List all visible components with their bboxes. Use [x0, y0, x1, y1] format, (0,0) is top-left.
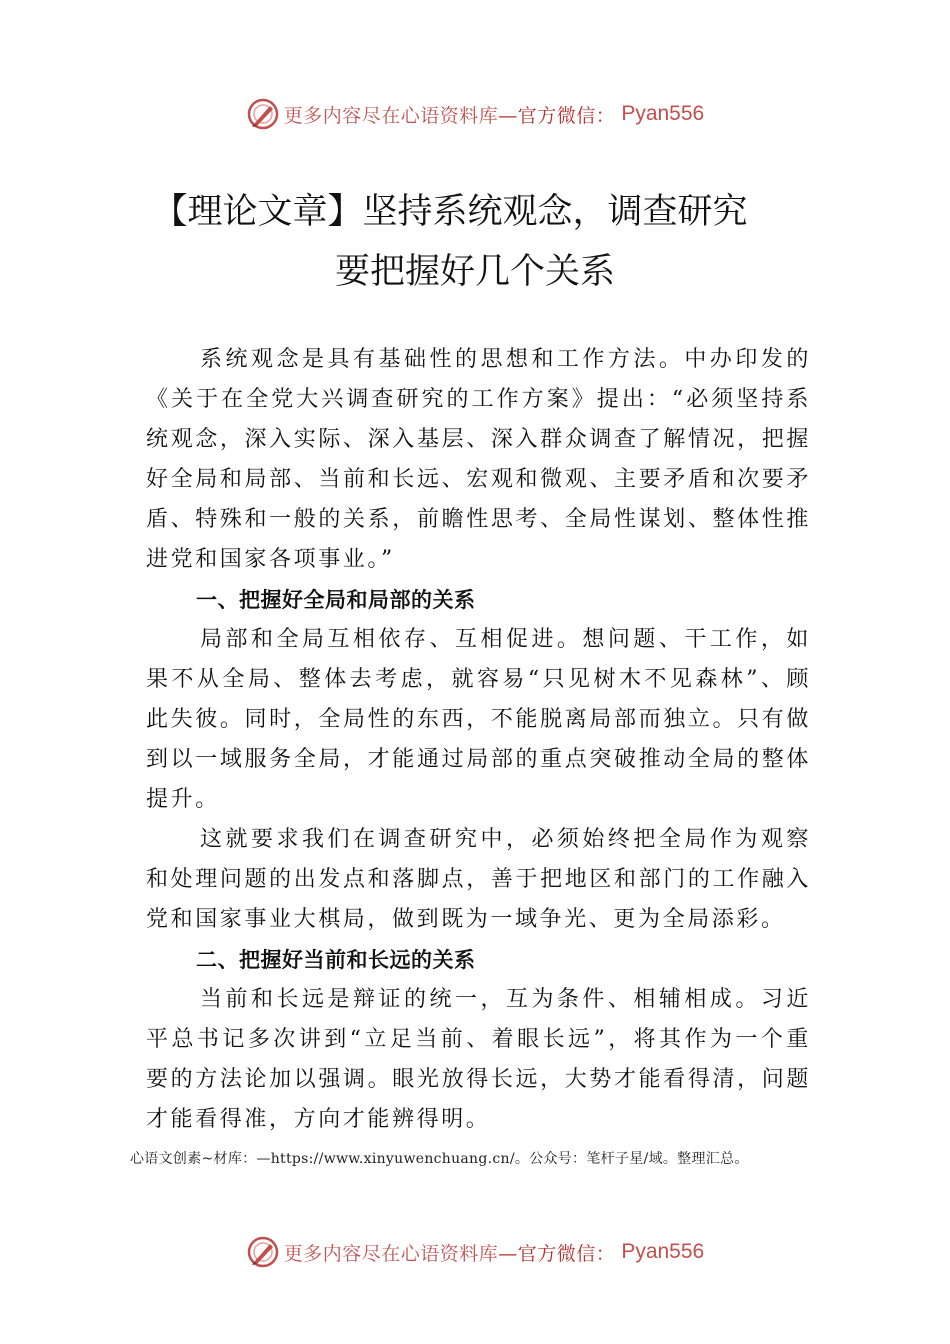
footer-banner: [0, 1232, 950, 1272]
banner-sub-text: —官方微信：: [498, 1242, 616, 1265]
title-line-1: 【理论文章】坚持系统观念，调查研究: [152, 192, 748, 232]
pen-logo-icon: [246, 97, 280, 131]
banner-main-text: 更多内容尽在心语资料库: [283, 1242, 499, 1265]
banner-wechat-id: Pyan556: [621, 102, 705, 125]
page-title: [0, 182, 950, 302]
source-footnote: 心语文创素~材库：—https://www.xinyuwenchuang.cn/。公众号：笔杆子星/域。整理汇总。: [130, 1151, 749, 1167]
section-2-paragraph-1: 当前和长远是辩证的统一，互为条件、相辅相成。习近平总书记多次讲到“立足当前、着眼长远”，将其作为一个重要的方法论加以强调。眼光放得长远，大势才能看得清，问题才能看得准，方向才能辨得明。: [146, 987, 811, 1132]
section-1-heading: 一、把握好全局和局部的关系: [196, 588, 476, 612]
banner-sub-text: —官方微信：: [498, 104, 616, 127]
intro-paragraph: 系统观念是具有基础性的思想和工作方法。中办印发的《关于在全党大兴调查研究的工作方案》提出：“必须坚持系统观念，深入实际、深入基层、深入群众调查了解情况，把握好全局和局部、当前和长远、宏观和微观、主要矛盾和次要矛盾、特殊和一般的关系，前瞻性思考、全局性谋划、整体性推进党和国家各项事业。”: [146, 347, 811, 572]
article-body: [146, 340, 811, 1140]
title-line-2: 要把握好几个关系: [334, 252, 615, 292]
section-1-paragraph-1: 局部和全局互相依存、互相促进。想问题、干工作，如果不从全局、整体去考虑，就容易“只见树木不见森林”、顾此失彼。同时，全局性的东西，不能脱离局部而独立。只有做到以一域服务全局，才能通过局部的重点突破推动全局的整体提升。: [146, 627, 811, 812]
banner-main-text: 更多内容尽在心语资料库: [283, 104, 499, 127]
section-2-heading: 二、把握好当前和长远的关系: [196, 948, 476, 972]
header-banner: [0, 94, 950, 134]
section-1-paragraph-2: 这就要求我们在调查研究中，必须始终把全局作为观察和处理问题的出发点和落脚点，善于把地区和部门的工作融入党和国家事业大棋局，做到既为一域争光、更为全局添彩。: [146, 827, 811, 932]
banner-wechat-id: Pyan556: [621, 1240, 705, 1263]
pen-logo-icon: [246, 1235, 280, 1269]
